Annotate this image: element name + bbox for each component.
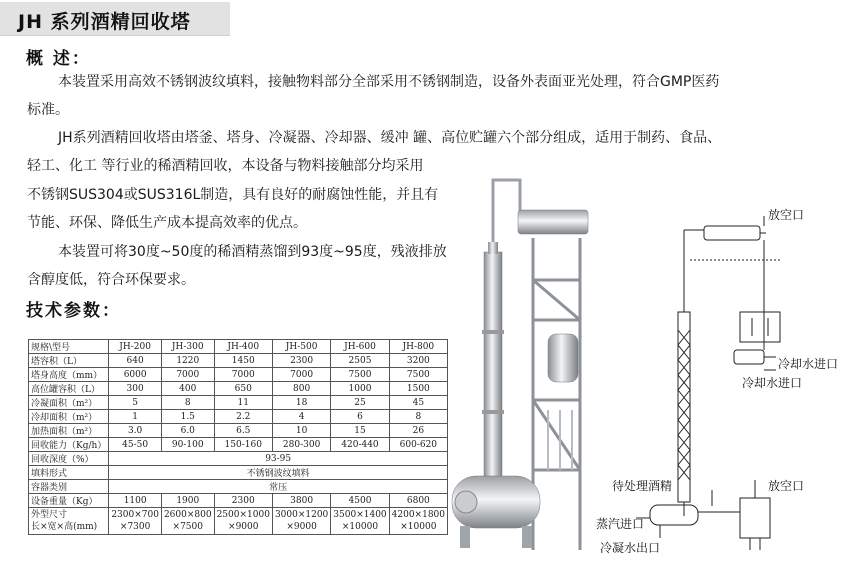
table-header-cell: JH-200	[109, 340, 162, 354]
table-cell: 25	[331, 396, 389, 410]
table-cell: 6800	[389, 494, 447, 508]
buffer-tank	[548, 334, 578, 382]
table-cell: 塔身高度（mm）	[29, 368, 109, 382]
table-cell	[109, 508, 162, 535]
table-cell: 2300	[214, 494, 272, 508]
table-row	[29, 382, 448, 396]
table-header-cell: JH-300	[161, 340, 214, 354]
table-header-cell: JH-500	[272, 340, 330, 354]
diagram-condenser	[704, 226, 760, 240]
table-cell: 回收深度（%）	[29, 452, 109, 466]
table-cell: 1500	[389, 382, 447, 396]
table-row	[29, 438, 448, 452]
table-cell: 800	[272, 382, 330, 396]
table-header-cell: JH-600	[331, 340, 389, 354]
table-cell: 3.0	[109, 424, 162, 438]
table-cell: 1.5	[161, 410, 214, 424]
table-cell: 15	[331, 424, 389, 438]
table-cell: 7500	[331, 368, 389, 382]
diagram-feed-tank	[740, 498, 770, 538]
table-cell	[331, 508, 389, 535]
size-line: 3000×1200	[274, 510, 329, 520]
size-line: 2500×1000	[216, 510, 270, 520]
table-cell: 280-300	[272, 438, 330, 452]
table-cell: 5	[109, 396, 162, 410]
column-body	[484, 252, 502, 482]
table-row	[29, 396, 448, 410]
table-row	[29, 466, 448, 480]
table-cell: 18	[272, 396, 330, 410]
table-cell	[161, 508, 214, 535]
table-cell: 6.0	[161, 424, 214, 438]
table-header-cell: JH-400	[214, 340, 272, 354]
table-cell: 容器类别	[29, 480, 109, 494]
table-cell: 6.5	[214, 424, 272, 438]
label-condensate-out: 冷凝水出口	[600, 541, 661, 555]
size-line: 3500×1400	[333, 510, 387, 520]
table-cell: 420-440	[331, 438, 389, 452]
table-row	[29, 410, 448, 424]
table-row	[29, 424, 448, 438]
table-cell: 400	[161, 382, 214, 396]
table-cell: 3800	[272, 494, 330, 508]
title-bar	[0, 2, 230, 36]
overview-line-8: 含醇度低，符合环保要求。	[27, 272, 195, 288]
overview-line-1: 本装置采用高效不锈钢波纹填料，接触物料部分全部采用不锈钢制造，设备外表面亚光处理，符合GMP医药	[58, 74, 720, 90]
overview-line-6: 节能、环保、降低生产成本提高效率的优点。	[27, 215, 307, 231]
table-cell: 3200	[389, 354, 447, 368]
table-cell: 高位罐容积（L）	[29, 382, 109, 396]
size-line: ×7500	[172, 522, 203, 532]
table-cell: 7000	[272, 368, 330, 382]
table-cell	[272, 508, 330, 535]
label-cooling-in-2: 冷却水进口	[742, 376, 803, 390]
table-cell: 6000	[109, 368, 162, 382]
table-cell: 设备重量（Kg）	[29, 494, 109, 508]
table-cell: 150-160	[214, 438, 272, 452]
table-cell: 650	[214, 382, 272, 396]
table-cell: 冷却面积（m²）	[29, 410, 109, 424]
size-line: 4200×1800	[391, 510, 446, 520]
table-cell: 6	[331, 410, 389, 424]
table-cell: 93-95	[109, 452, 448, 466]
table-cell	[29, 508, 109, 535]
size-line: ×10000	[400, 522, 437, 532]
overview-line-4: 轻工、化工 等行业的稀酒精回收，本设备与物料接触部分均采用	[27, 158, 424, 174]
condenser	[518, 210, 588, 234]
table-cell: 1900	[161, 494, 214, 508]
size-line: 2600×800	[163, 510, 212, 520]
size-line: ×7300	[119, 522, 151, 532]
table-cell: 4500	[331, 494, 389, 508]
table-cell: 2.2	[214, 410, 272, 424]
table-cell: 7500	[389, 368, 447, 382]
table-cell: 8	[389, 410, 447, 424]
spec-table	[28, 339, 448, 535]
table-cell	[214, 508, 272, 535]
table-cell: 11	[214, 396, 272, 410]
table-cell: 冷凝面积（m²）	[29, 396, 109, 410]
label-cooling-in-1: 冷却水进口	[778, 357, 839, 371]
page-title: JH 系列酒精回收塔	[18, 11, 191, 33]
table-cell: 8	[161, 396, 214, 410]
overview-line-2: 标准。	[27, 102, 69, 118]
table-cell: 常压	[109, 480, 448, 494]
flow-diagram	[600, 200, 841, 567]
table-cell: 300	[109, 382, 162, 396]
overview-heading: 概 述：	[26, 49, 91, 69]
table-row	[29, 452, 448, 466]
table-cell: 45	[389, 396, 447, 410]
table-cell: 45-50	[109, 438, 162, 452]
overview-line-5: 不锈钢SUS304或SUS316L制造，具有良好的耐腐蚀性能，并且有	[27, 187, 439, 203]
table-cell: 640	[109, 354, 162, 368]
table-row	[29, 494, 448, 508]
table-cell: 1450	[214, 354, 272, 368]
table-cell: 2505	[331, 354, 389, 368]
table-cell: 加热面积（m²）	[29, 424, 109, 438]
table-cell: 7000	[214, 368, 272, 382]
table-header-cell: JH-800	[389, 340, 447, 354]
table-row	[29, 354, 448, 368]
label-vent-bottom: 放空口	[768, 479, 805, 493]
table-cell: 1220	[161, 354, 214, 368]
table-header-cell: 规格\型号	[29, 340, 109, 354]
table-header-row	[29, 340, 448, 354]
table-cell: 1	[109, 410, 162, 424]
table-cell: 回收能力（Kg/h）	[29, 438, 109, 452]
table-cell: 90-100	[161, 438, 214, 452]
label-vent-top: 放空口	[768, 208, 805, 222]
label-feed: 待处理酒精	[612, 479, 673, 493]
table-row	[29, 480, 448, 494]
size-label-line-2: 长×宽×高(mm)	[31, 522, 98, 532]
table-row	[29, 368, 448, 382]
table-cell: 600-620	[389, 438, 447, 452]
overview-line-3: JH系列酒精回收塔由塔釜、塔身、冷凝器、冷却器、缓冲 罐、高位贮罐六个部分组成，适用于制药、食品、	[58, 130, 722, 146]
equipment-illustration	[440, 170, 600, 560]
table-cell	[389, 508, 447, 535]
size-line: ×9000	[228, 522, 259, 532]
table-cell: 塔容积（L）	[29, 354, 109, 368]
table-cell: 2300	[272, 354, 330, 368]
table-cell: 1000	[331, 382, 389, 396]
params-heading: 技术参数：	[26, 301, 121, 321]
table-cell: 填料形式	[29, 466, 109, 480]
overview-line-7: 本装置可将30度~50度的稀酒精蒸馏到93度~95度，残液排放	[58, 244, 447, 260]
diagram-reboiler	[650, 505, 698, 525]
table-cell: 7000	[161, 368, 214, 382]
table-cell: 4	[272, 410, 330, 424]
table-cell: 1100	[109, 494, 162, 508]
size-line: 2300×700	[111, 510, 159, 520]
size-line: ×9000	[286, 522, 317, 532]
table-row	[29, 508, 448, 535]
label-steam-in: 蒸汽进口	[596, 517, 645, 531]
size-line: ×10000	[341, 522, 379, 532]
table-cell: 10	[272, 424, 330, 438]
table-cell: 不锈钢波纹填料	[109, 466, 448, 480]
size-label-line-1: 外型尺寸	[31, 510, 68, 520]
table-cell: 26	[389, 424, 447, 438]
